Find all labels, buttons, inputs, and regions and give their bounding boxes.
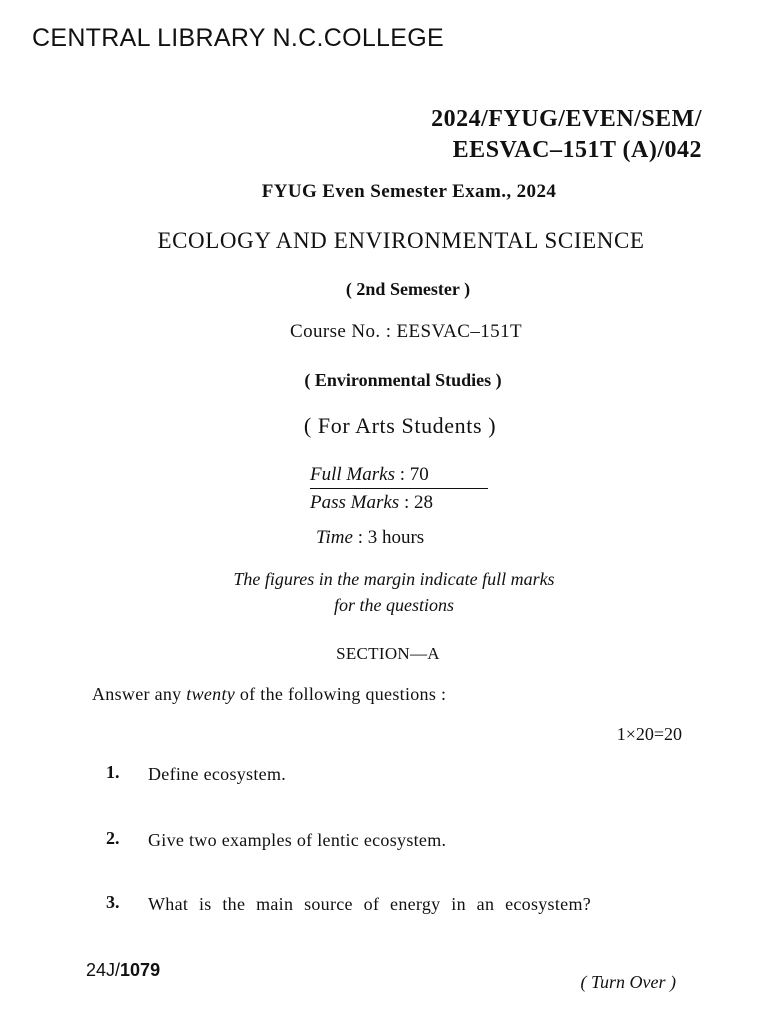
exam-title: FYUG Even Semester Exam., 2024	[261, 181, 557, 202]
time-label: Time	[316, 527, 353, 548]
library-stamp: CENTRAL LIBRARY N.C.COLLEGE	[32, 24, 444, 52]
marks-note	[0, 566, 768, 618]
course-number: Course No. : EESVAC–151T	[290, 321, 522, 342]
instruction-emphasis: twenty	[186, 684, 236, 704]
paper-code-line-1: 2024/FYUG/EVEN/SEM/	[431, 106, 702, 132]
semester-label: ( 2nd Semester )	[345, 279, 471, 299]
question-number: 2.	[106, 828, 120, 848]
time-allowed	[316, 527, 424, 549]
pass-marks-label: Pass Marks	[310, 492, 400, 513]
paper-serial-number: 1079	[120, 960, 161, 980]
full-marks	[310, 462, 490, 487]
full-marks-value: : 70	[399, 464, 429, 485]
question-number: 1.	[106, 762, 120, 782]
section-instruction	[92, 684, 446, 705]
full-marks-label: Full Marks	[310, 464, 395, 485]
section-heading: SECTION—A	[336, 644, 440, 663]
question-text: Define ecosystem.	[148, 764, 287, 784]
pass-marks	[310, 490, 490, 515]
section-score: 1×20=20	[616, 724, 682, 744]
instruction-pre: Answer any	[92, 684, 187, 704]
question-text: Give two examples of lentic ecosystem.	[148, 830, 447, 850]
paper-serial	[86, 960, 160, 981]
marks-block	[310, 462, 490, 515]
question-number: 3.	[106, 892, 120, 912]
paper-name: ( Environmental Studies )	[304, 370, 502, 390]
paper-serial-prefix: 24J/	[86, 960, 121, 980]
marks-divider	[310, 488, 488, 489]
turn-over-note: ( Turn Over )	[580, 972, 676, 992]
instruction-post: of the following questions :	[235, 684, 447, 704]
pass-marks-value: : 28	[403, 492, 433, 513]
audience-label: ( For Arts Students )	[303, 413, 497, 438]
marks-note-line-1: The figures in the margin indicate full marks	[233, 569, 555, 589]
question-text: What is the main source of energy in an ecosystem?	[148, 894, 592, 914]
time-value: : 3 hours	[357, 527, 425, 548]
marks-note-line-2: for the questions	[334, 595, 454, 615]
subject-title: ECOLOGY AND ENVIRONMENTAL SCIENCE	[157, 228, 645, 253]
paper-code-line-2: EESVAC–151T (A)/042	[452, 137, 702, 163]
